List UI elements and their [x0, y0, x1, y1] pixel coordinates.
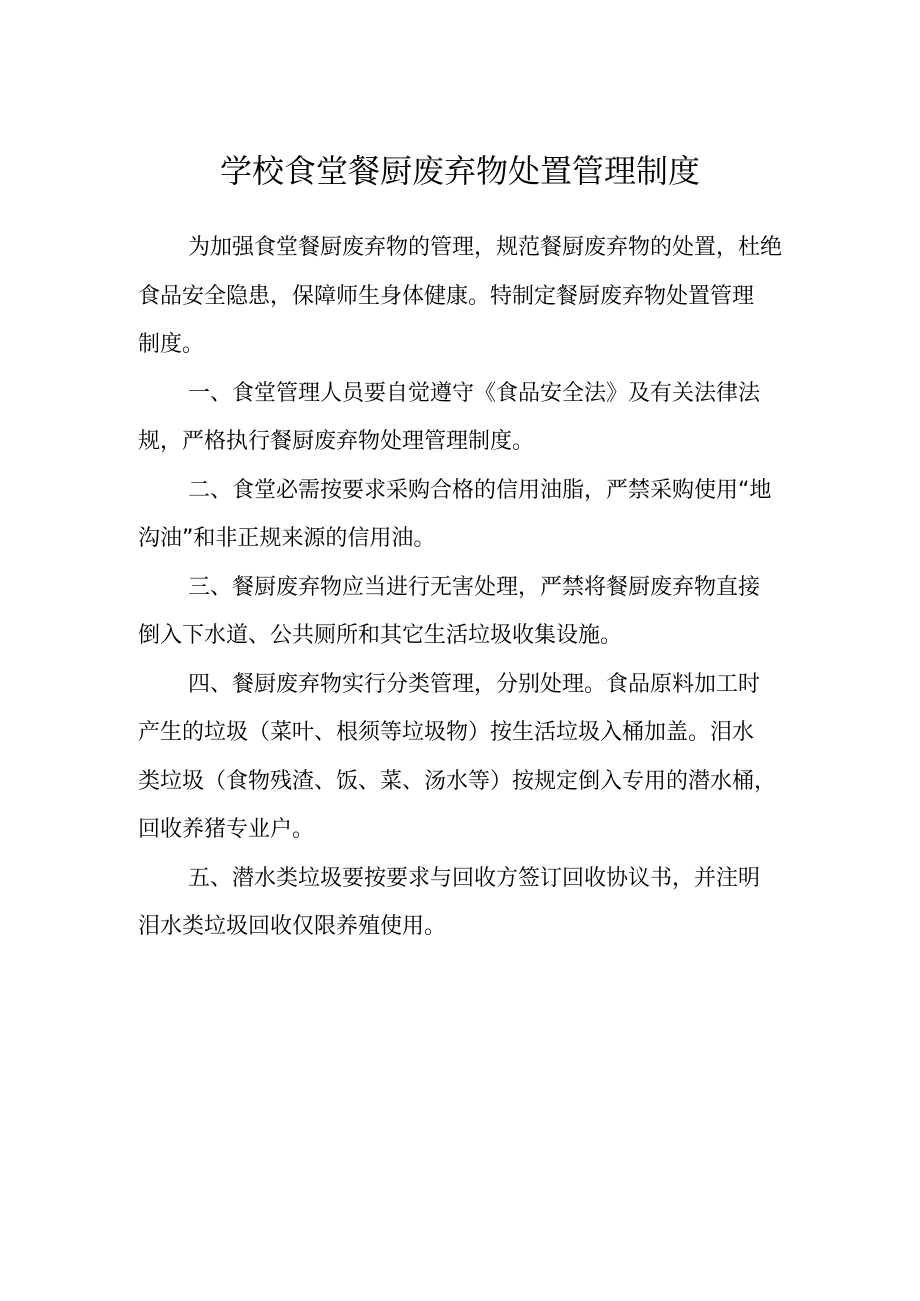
paragraph-line: 为加强食堂餐厨废弃物的管理，规范餐厨废弃物的处置，杜绝	[188, 235, 783, 260]
paragraph-line: 泪水类垃圾回收仅限养殖使用。	[138, 914, 447, 939]
paragraph-line: 二、食堂必需按要求采购合格的信用油脂，严禁采购使用“地	[188, 477, 772, 503]
paragraph-intro	[138, 224, 810, 370]
paragraph-line: 类垃圾（食物残渣、饭、菜、汤水等）按规定倒入专用的潜水桶，	[138, 768, 777, 794]
paragraph-line: 五、潜水类垃圾要按要求与回收方签订回收协议书，并注明	[188, 865, 761, 891]
paragraph-line: 四、餐厨废弃物实行分类管理，分别处理。食品原料加工时	[188, 671, 761, 697]
paragraph-line: 三、餐厨废弃物应当进行无害处理，严禁将餐厨废弃物直接	[188, 574, 761, 600]
paragraph-line: 食品安全隐患，保障师生身体健康。特制定餐厨废弃物处置管理	[138, 283, 755, 309]
paragraph-item-4	[138, 661, 810, 855]
paragraph-line: 制度。	[138, 332, 205, 357]
paragraph-line: 沟油”和非正规来源的信用油。	[138, 526, 436, 551]
document-title: 学校食堂餐厨废弃物处置管理制度	[219, 152, 700, 190]
document-body	[138, 224, 810, 952]
paragraph-item-3	[138, 564, 810, 661]
paragraph-line: 一、食堂管理人员要自觉遵守《食品安全法》及有关法律法	[188, 380, 761, 406]
paragraph-line: 产生的垃圾（菜叶、根须等垃圾物）按生活垃圾入桶加盖。泪水	[138, 720, 755, 745]
paragraph-item-2	[138, 467, 810, 564]
paragraph-item-5	[138, 855, 810, 952]
paragraph-line: 倒入下水道、公共厕所和其它生活垃圾收集设施。	[138, 623, 623, 648]
paragraph-line: 规，严格执行餐厨废弃物处理管理制度。	[138, 429, 535, 454]
paragraph-item-1	[138, 370, 810, 467]
paragraph-line: 回收养猪专业户。	[138, 817, 315, 842]
